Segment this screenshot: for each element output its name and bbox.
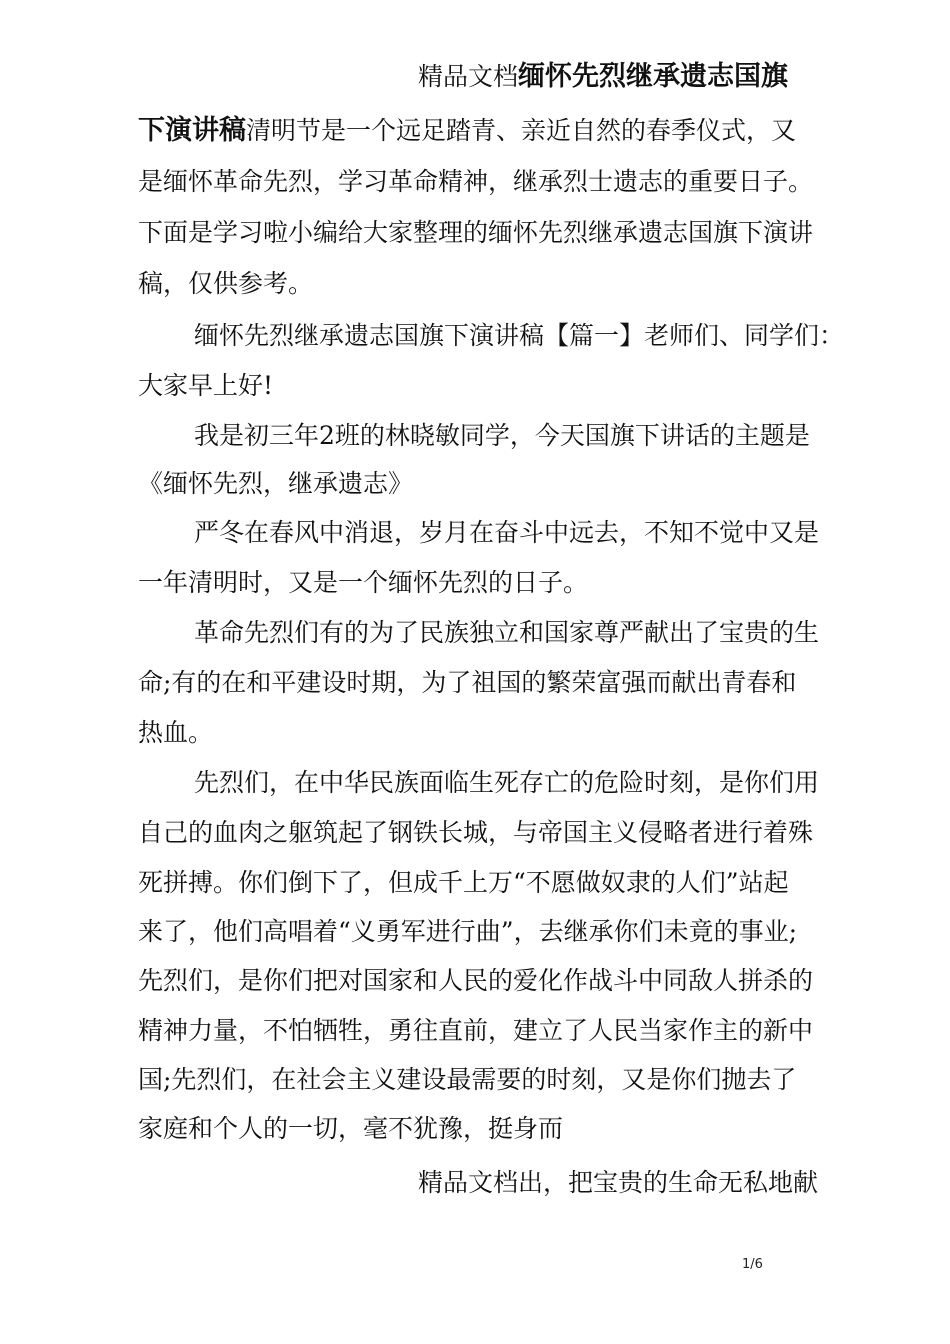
paragraph-line: 下面是学习啦小编给大家整理的缅怀先烈继承遗志国旗下演讲 [138, 218, 814, 247]
paragraph-line: 先烈们，是你们把对国家和人民的爱化作战斗中同敌人拼杀的 [138, 966, 814, 995]
paragraph-line: 国;先烈们，在社会主义建设最需要的时刻，又是你们抛去了 [138, 1065, 797, 1094]
paragraph-line: 死拼搏。你们倒下了，但成千上万“不愿做奴隶的人们”站起 [138, 868, 789, 897]
paragraph-line: 一年清明时，又是一个缅怀先烈的日子。 [138, 568, 589, 597]
document-title-part1: 缅怀先烈继承遗志国旗 [518, 61, 789, 92]
header-watermark: 精品文档 [418, 62, 519, 91]
page-number: 1/6 [742, 1257, 763, 1272]
paragraph-line: 精神力量，不怕牺牲，勇往直前，建立了人民当家作主的新中 [138, 1016, 814, 1045]
paragraph-line: 严冬在春风中消退，岁月在奋斗中远去，不知不觉中又是 [194, 518, 820, 547]
footer-line [418, 1168, 818, 1198]
paragraph-line: 是缅怀革命先烈，学习革命精神，继承烈士遗志的重要日子。 [138, 167, 814, 196]
document-title-part2: 下演讲稿 [138, 115, 246, 146]
footer-watermark: 精品文档 [418, 1168, 519, 1197]
paragraph-text: 清明节是一个远足踏青、亲近自然的春季仪式，又 [246, 116, 797, 145]
paragraph-line: 《缅怀先烈，继承遗志》 [138, 469, 414, 498]
paragraph-line: 命;有的在和平建设时期，为了祖国的繁荣富强而献出青春和 [138, 668, 797, 697]
paragraph-line: 缅怀先烈继承遗志国旗下演讲稿【篇一】老师们、同学们： [194, 321, 845, 350]
paragraph-line: 家庭和个人的一切，毫不犹豫，挺身而 [138, 1114, 564, 1143]
paragraph-line: 稿，仅供参考。 [138, 269, 314, 298]
paragraph-line: 革命先烈们有的为了民族独立和国家尊严献出了宝贵的生 [194, 618, 820, 647]
header-line [418, 62, 788, 92]
first-body-line [138, 116, 796, 146]
paragraph-line: 我是初三年2班的林晓敏同学，今天国旗下讲话的主题是 [194, 421, 810, 450]
paragraph-line: 来了，他们高唱着“义勇军进行曲”，去继承你们未竟的事业; [138, 917, 797, 946]
paragraph-line: 大家早上好! [138, 371, 274, 400]
paragraph-line: 自己的血肉之躯筑起了钢铁长城，与帝国主义侵略者进行着殊 [138, 818, 814, 847]
footer-continuation: 出，把宝贵的生命无私地献 [518, 1168, 819, 1197]
paragraph-line: 热血。 [138, 718, 214, 747]
paragraph-line: 先烈们，在中华民族面临生死存亡的危险时刻，是你们用 [194, 768, 820, 797]
